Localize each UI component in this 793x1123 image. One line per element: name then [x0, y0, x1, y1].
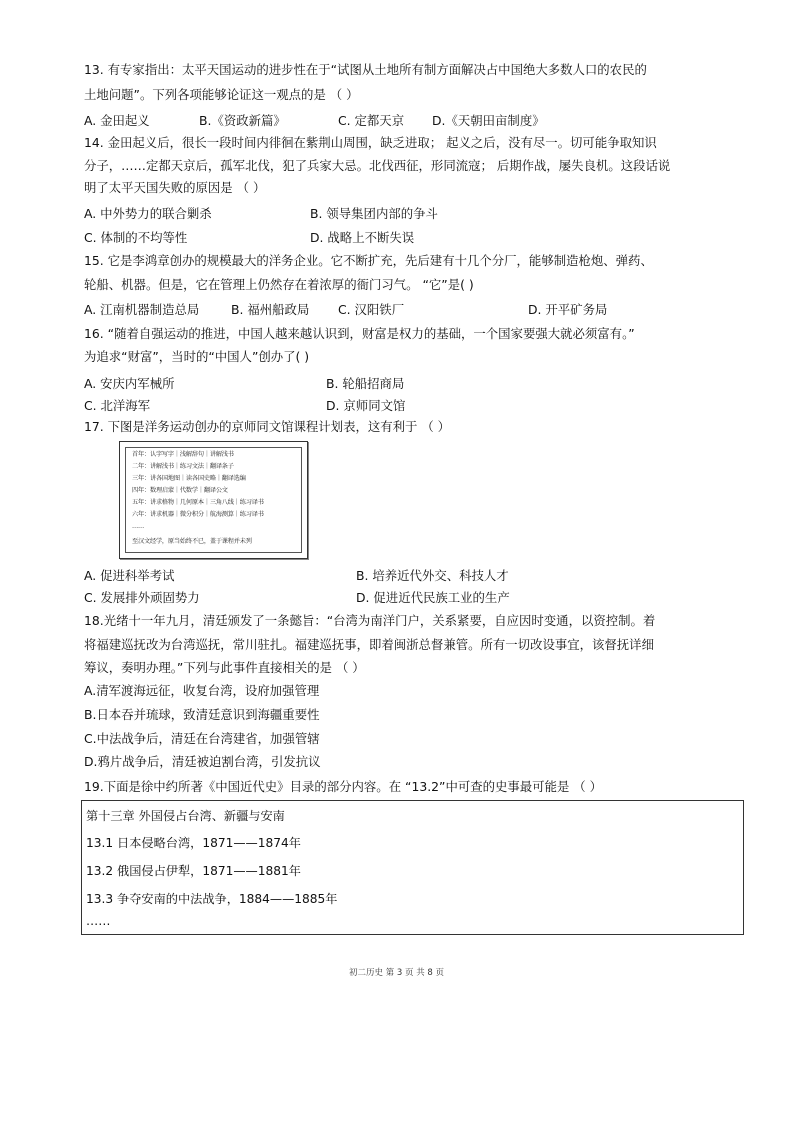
- toc-item: 13.1 日本侵略台湾，1871——1874年: [86, 836, 301, 850]
- q17-option-d[interactable]: D. 促进近代民族工业的生产: [356, 590, 510, 605]
- q14-stem-line-1: 14. 金田起义后，很长一段时间内徘徊在紫荆山周围，缺乏进取； 起义之后，没有尽一。切可能争取知识: [84, 135, 657, 150]
- q15-stem-line-2: 轮船、机器。但是，它在管理上仍然存在着浓厚的衙门习气。 “它”是( ): [84, 277, 474, 292]
- q14-option-a[interactable]: A. 中外势力的联合剿杀: [84, 206, 212, 221]
- q16-option-b[interactable]: B. 轮船招商局: [326, 376, 405, 391]
- q18-stem-line-2: 将福建巡抚改为台湾巡抚，常川驻扎。福建巡抚事，即着闽浙总督兼管。所有一切改设事宜，该督抚详细: [84, 637, 654, 652]
- q13-option-d[interactable]: D.《天朝田亩制度》: [432, 113, 545, 128]
- q16-option-a[interactable]: A. 安庆内军械所: [84, 376, 175, 391]
- curriculum-row: 三年：讲各国地图｜读各国史略｜翻译选编: [132, 475, 246, 482]
- q18-stem-line-3: 筹议，奏明办理。”下列与此事件直接相关的是 （ ）: [84, 660, 365, 675]
- curriculum-row: 六年：讲求机器｜微分积分｜航海测算｜练习译书: [132, 511, 264, 518]
- q14-stem-line-2: 分子，……定都天京后，孤军北伐，犯了兵家大忌。北伐西征，形同流寇； 后期作战，屡失良机。这段话说: [84, 158, 671, 173]
- q18-option-b[interactable]: B.日本吞并琉球，致清廷意识到海疆重要性: [84, 707, 320, 722]
- q16-option-d[interactable]: D. 京师同文馆: [326, 398, 406, 413]
- q16-option-c[interactable]: C. 北洋海军: [84, 398, 151, 413]
- q16-stem-line-2: 为追求“财富”，当时的“中国人”创办了( ): [84, 349, 310, 364]
- q13-option-a[interactable]: A. 金田起义: [84, 113, 150, 128]
- q18-stem-line-1: 18.光绪十一年九月，清廷颁发了一条懿旨：“台湾为南洋门户，关系紧要，自应因时变通，以资控制。着: [84, 613, 656, 628]
- q15-option-c[interactable]: C. 汉阳铁厂: [338, 302, 405, 317]
- q13-stem-line-1: 13. 有专家指出：太平天国运动的进步性在于“试图从土地所有制方面解决占中国绝大多数人口的农民的: [84, 62, 647, 77]
- curriculum-row: ……: [132, 523, 144, 530]
- q14-stem-line-3: 明了太平天国失败的原因是 （ ）: [84, 180, 266, 195]
- q14-option-b[interactable]: B. 领导集团内部的争斗: [310, 206, 438, 221]
- q19-table-of-contents: [81, 800, 744, 935]
- q18-option-a[interactable]: A.清军渡海远征，收复台湾，设府加强管理: [84, 683, 320, 698]
- q16-stem-line-1: 16. “随着自强运动的推进，中国人越来越认识到，财富是权力的基础，一个国家要强大就必须富有。”: [84, 326, 635, 341]
- q15-option-d[interactable]: D. 开平矿务局: [528, 302, 608, 317]
- q15-option-a[interactable]: A. 江南机器制造总局: [84, 302, 200, 317]
- q14-option-c[interactable]: C. 体制的不均等性: [84, 230, 188, 245]
- q19-stem-line-1: 19.下面是徐中约所著《中国近代史》目录的部分内容。在 “13.2”中可查的史事最可能是 （ ）: [84, 779, 603, 794]
- q13-stem-line-2: 土地问题”。下列各项能够论证这一观点的是 （ ）: [84, 87, 359, 102]
- curriculum-row: 五年：讲求格物｜几何原本｜三角八线｜练习译书: [132, 499, 264, 506]
- q18-option-c[interactable]: C.中法战争后，清廷在台湾建省，加强管辖: [84, 731, 320, 746]
- q15-option-b[interactable]: B. 福州船政局: [231, 302, 310, 317]
- page-footer: 初二历史 第 3 页 共 8 页: [348, 968, 445, 978]
- q17-option-a[interactable]: A. 促进科举考试: [84, 568, 175, 583]
- q17-stem-line-1: 17. 下图是洋务运动创办的京师同文馆课程计划表，这有利于 （ ）: [84, 419, 451, 434]
- q13-option-c[interactable]: C. 定都天京: [338, 113, 405, 128]
- toc-item: 13.3 争夺安南的中法战争，1884——1885年: [86, 892, 338, 906]
- toc-item: ……: [86, 914, 111, 928]
- q13-option-b[interactable]: B.《资政新篇》: [199, 113, 286, 128]
- curriculum-row: 四年：数理启蒙｜代数学｜翻译公文: [132, 487, 228, 494]
- toc-chapter-title: 第十三章 外国侵占台湾、新疆与安南: [86, 809, 285, 823]
- toc-item: 13.2 俄国侵占伊犁，1871——1881年: [86, 864, 301, 878]
- q14-option-d[interactable]: D. 战略上不断失误: [310, 230, 415, 245]
- curriculum-row: 二年：讲解浅书｜练习文法｜翻译条子: [132, 463, 234, 470]
- curriculum-table-image: [119, 441, 308, 559]
- q17-option-c[interactable]: C. 发展排外顽固势力: [84, 590, 200, 605]
- q15-stem-line-1: 15. 它是李鸿章创办的规模最大的洋务企业。它不断扩充，先后建有十几个分厂，能够制造枪炮、弹药、: [84, 253, 653, 268]
- curriculum-row: 首年：认字写字｜浅解辞句｜讲解浅书: [132, 451, 234, 458]
- q17-option-b[interactable]: B. 培养近代外交、科技人才: [356, 568, 509, 583]
- curriculum-row: 至汉文经学，原当始终不已，盖于课程并未列: [132, 538, 252, 545]
- q18-option-d[interactable]: D.鸦片战争后，清廷被迫割台湾，引发抗议: [84, 754, 321, 769]
